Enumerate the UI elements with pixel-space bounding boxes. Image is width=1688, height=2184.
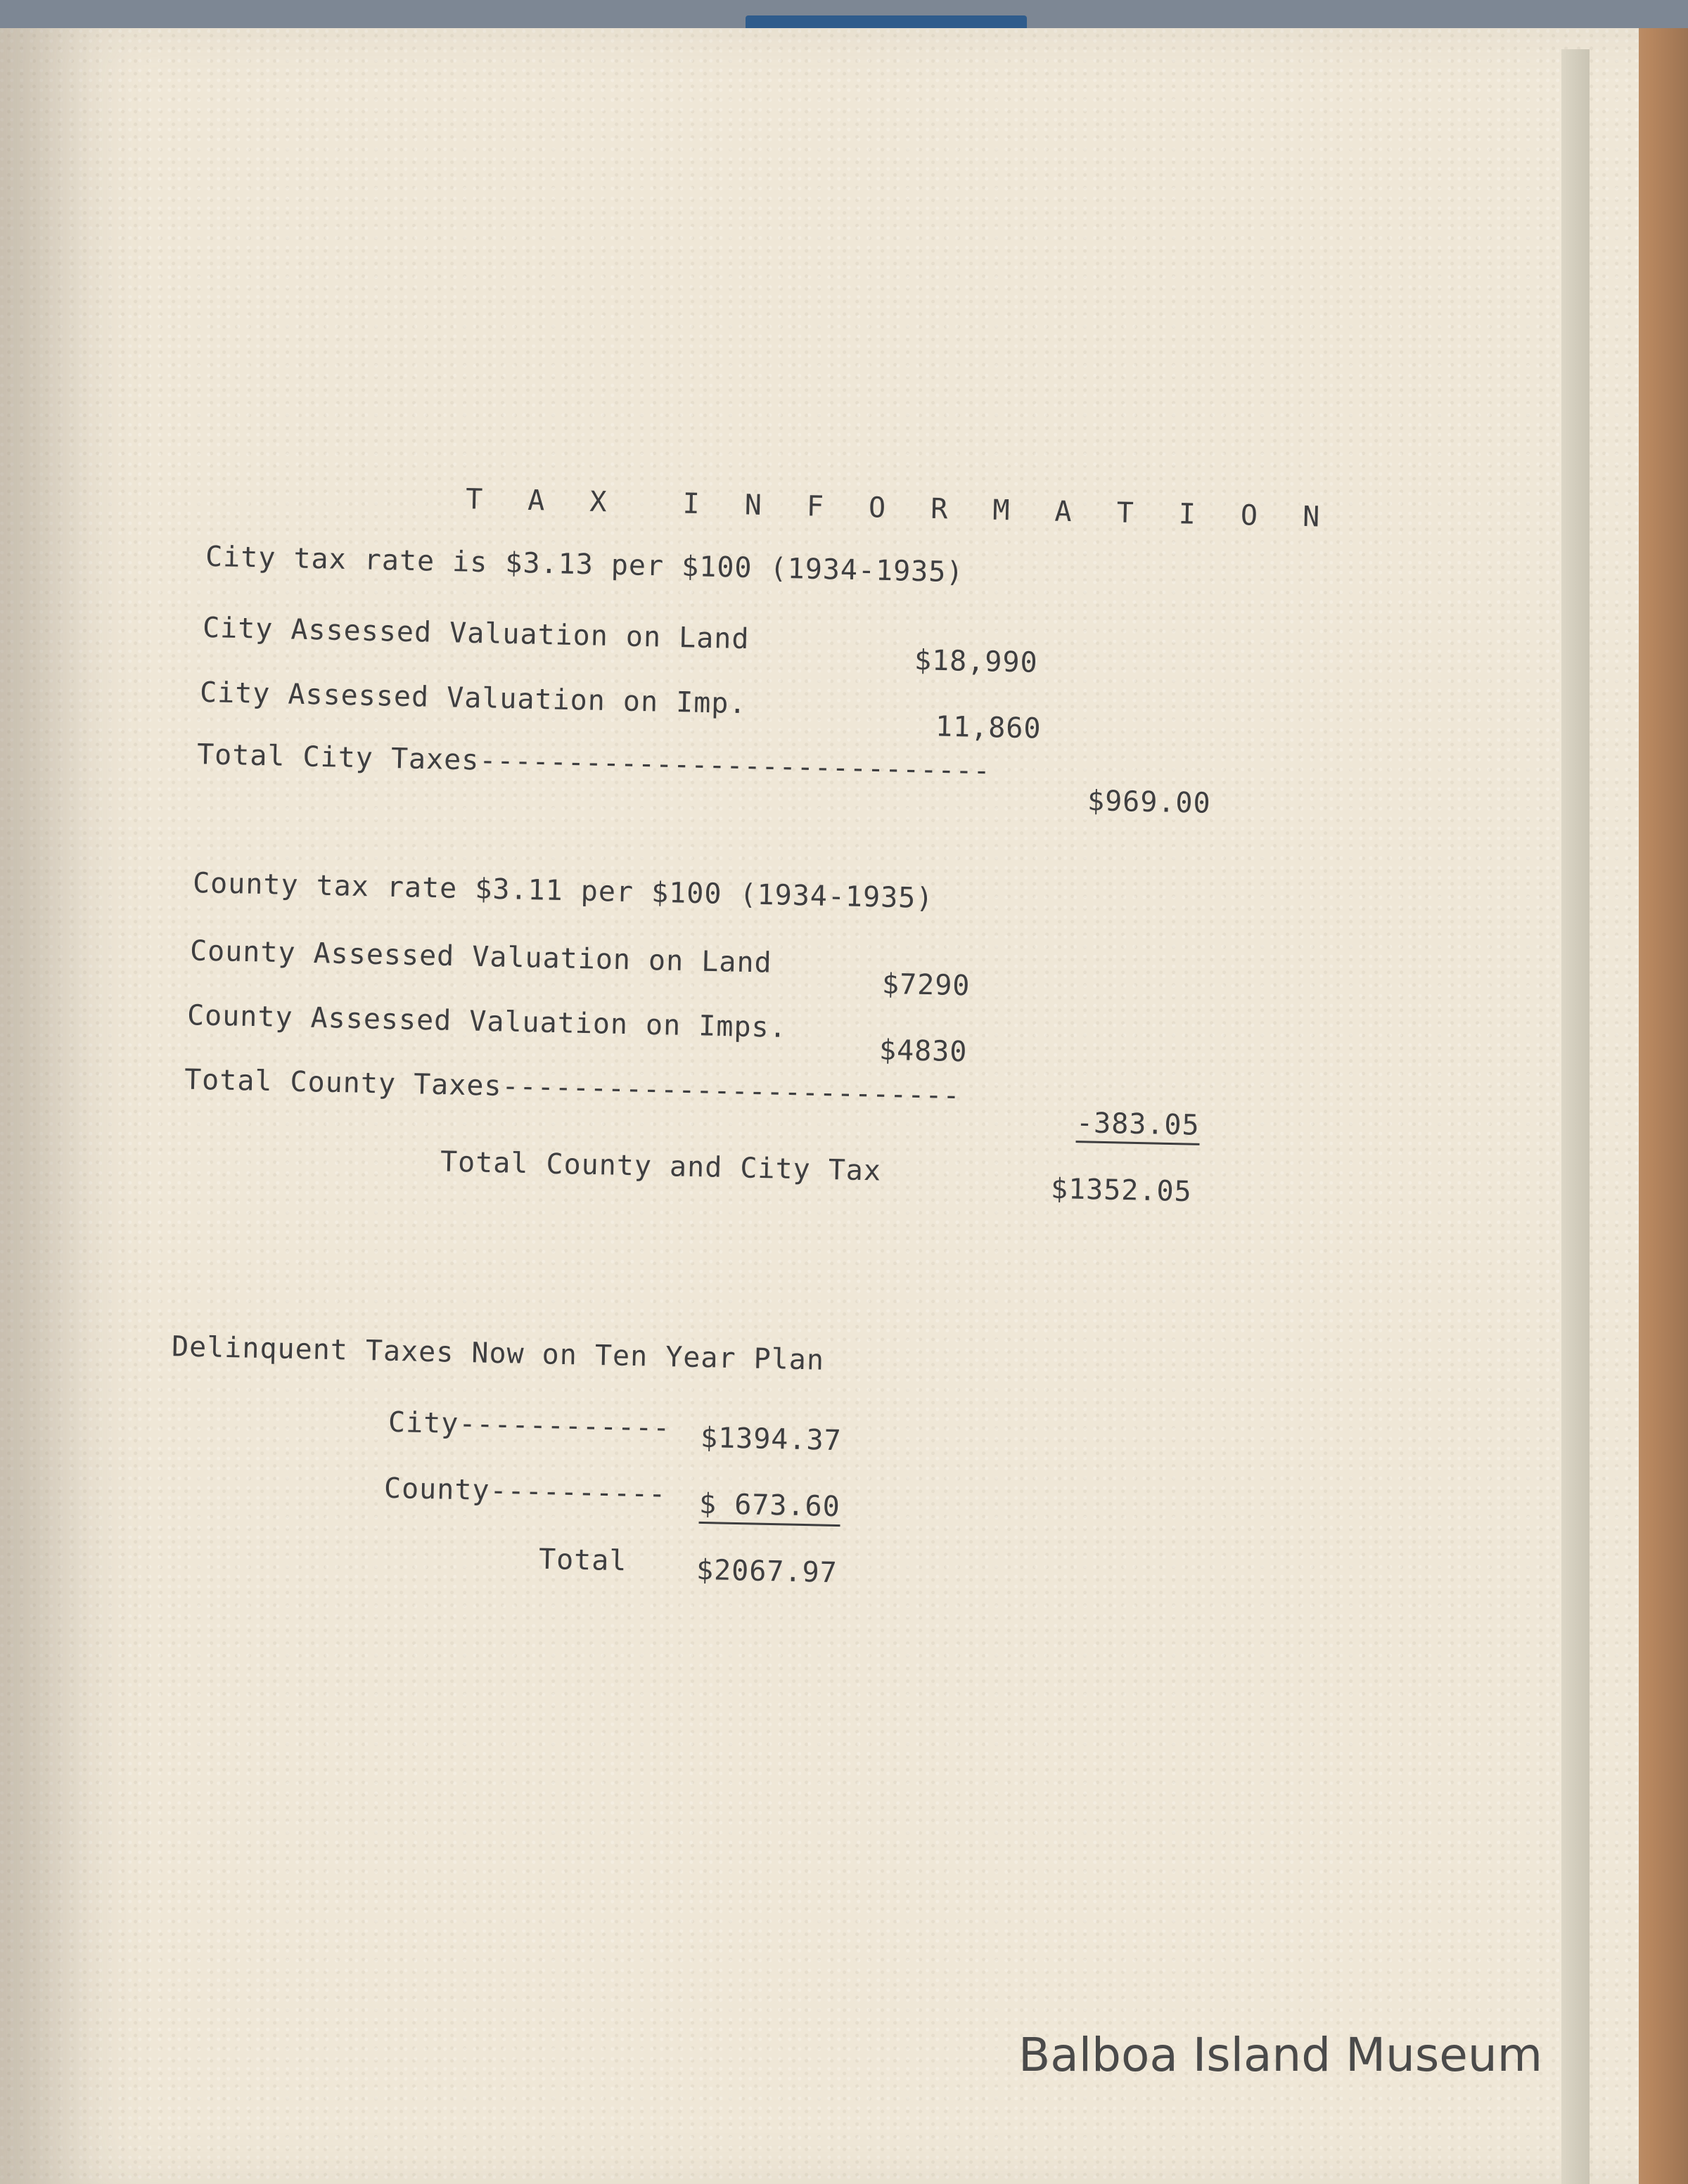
- city-total-label: Total City Taxes-----------------------------: [196, 738, 992, 788]
- delinquent-county-label: County----------: [383, 1472, 667, 1511]
- document-title: T A X I N F O R M A T I O N: [465, 483, 1334, 534]
- city-imp-value: 11,860: [935, 710, 1042, 745]
- combined-total-value: $1352.05: [1050, 1172, 1193, 1209]
- city-imp-label: City Assessed Valuation on Imp.: [199, 676, 747, 721]
- county-imp-value: $4830: [878, 1034, 968, 1069]
- museum-watermark: Balboa Island Museum: [1018, 2028, 1542, 2082]
- county-tax-rate: County tax rate $3.11 per $100 (1934-1935): [192, 866, 934, 916]
- delinquent-total-label: Total: [538, 1543, 627, 1578]
- county-total-value: -383.05: [1075, 1107, 1200, 1145]
- delinquent-heading: Delinquent Taxes Now on Ten Year Plan: [171, 1330, 825, 1377]
- delinquent-city-value: $1394.37: [700, 1421, 843, 1458]
- city-land-value: $18,990: [914, 644, 1039, 679]
- delinquent-total-value: $2067.97: [696, 1553, 838, 1590]
- county-imp-label: County Assessed Valuation on Imps.: [186, 999, 788, 1044]
- city-tax-rate: City tax rate is $3.13 per $100 (1934-1935): [205, 540, 964, 589]
- page-edge: [1561, 49, 1590, 2184]
- county-total-label: Total County Taxes--------------------------: [184, 1063, 961, 1112]
- county-land-value: $7290: [881, 968, 971, 1003]
- delinquent-county-value: $ 673.60: [698, 1488, 840, 1527]
- county-land-label: County Assessed Valuation on Land: [189, 934, 773, 979]
- city-land-label: City Assessed Valuation on Land: [202, 611, 750, 656]
- combined-total-label: Total County and City Tax: [440, 1145, 882, 1188]
- delinquent-city-label: City------------: [388, 1406, 671, 1445]
- city-total-value: $969.00: [1087, 785, 1212, 820]
